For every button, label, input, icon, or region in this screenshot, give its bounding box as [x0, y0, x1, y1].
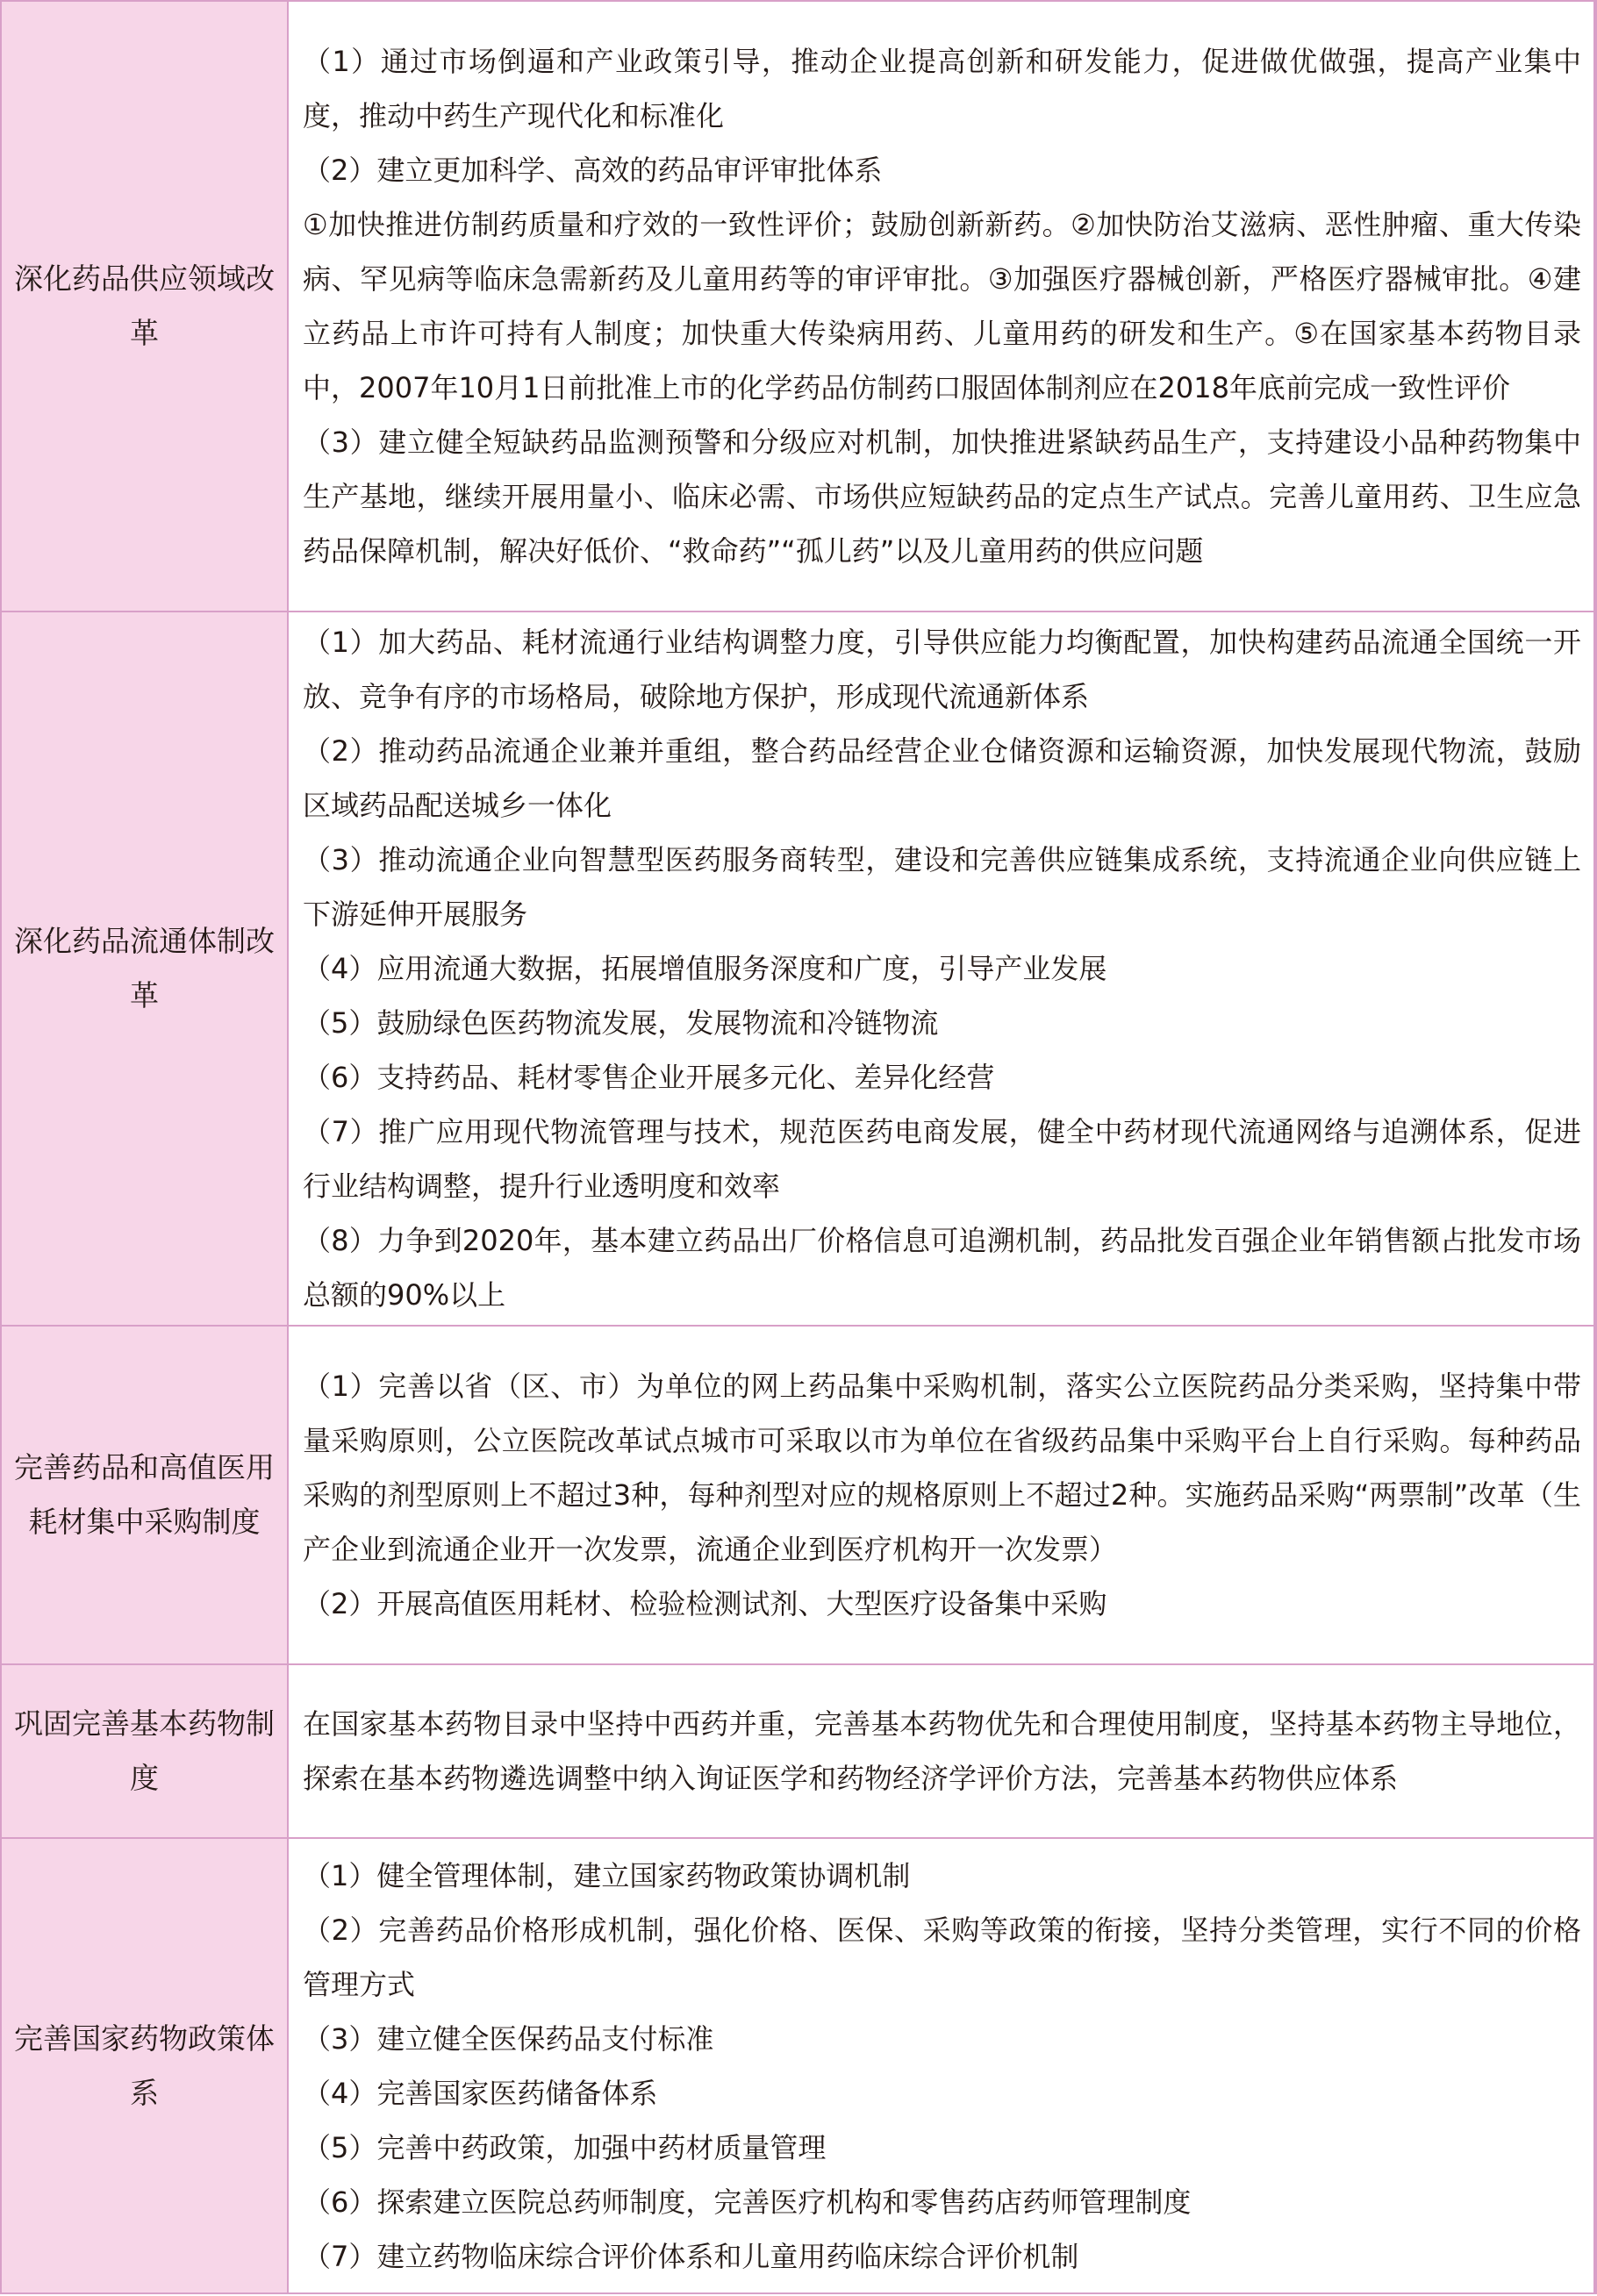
list-item: （1）加大药品、耗材流通行业结构调整力度，引导供应能力均衡配置，加快构建药品流通全国统一开放、竞争有序的市场格局，破除地方保护，形成现代流通新体系	[303, 626, 1581, 713]
list-item: （2）建立更加科学、高效的药品审评审批体系	[303, 154, 883, 187]
list-item: （3）建立健全短缺药品监测预警和分级应对机制，加快推进紧缺药品生产，支持建设小品种药物集中生产基地，继续开展用量小、临床必需、市场供应短缺药品的定点生产试点。完善儿童用药、卫生应急药品保障机制，解决好低价、“救命药”“孤儿药”以及儿童用药的供应问题	[303, 426, 1581, 568]
table-row	[1, 1326, 1596, 1664]
row-label-text: 深化药品供应领域改革	[14, 261, 275, 350]
row-label	[1, 1838, 288, 2293]
list-item: （3）建立健全医保药品支付标准	[303, 2021, 714, 2056]
list-item: （1）健全管理体制，建立国家药物政策协调机制	[303, 1858, 911, 1892]
row-content	[288, 1326, 1596, 1664]
list-item: （1）完善以省（区、市）为单位的网上药品集中采购机制，落实公立医院药品分类采购，坚持集中带量采购原则，公立医院改革试点城市可采取以市为单位在省级药品集中采购平台上自行采购。每种药品采购的剂型原则上不超过3种，每种剂型对应的规格原则上不超过2种。实施药品采购“两票制”改革（生产企业到流通企业开一次发票，流通企业到医疗机构开一次发票）	[303, 1370, 1581, 1566]
list-item: 在国家基本药物目录中坚持中西药并重，完善基本药物优先和合理使用制度，坚持基本药物主导地位，探索在基本药物遴选调整中纳入询证医学和药物经济学评价方法，完善基本药物供应体系	[303, 1707, 1581, 1795]
list-item: （6）探索建立医院总药师制度，完善医疗机构和零售药店药师管理制度	[303, 2185, 1192, 2219]
row-label-text: 完善国家药物政策体系	[14, 2021, 275, 2110]
row-content	[288, 1838, 1596, 2293]
list-item: （5）鼓励绿色医药物流发展，发展物流和冷链物流	[303, 1006, 939, 1040]
list-item: （5）完善中药政策，加强中药材质量管理	[303, 2130, 827, 2164]
table-row	[1, 1, 1596, 612]
list-item: （2）完善药品价格形成机制，强化价格、医保、采购等政策的衔接，坚持分类管理，实行不同的价格管理方式	[303, 1913, 1581, 2001]
table-row	[1, 612, 1596, 1326]
row-label	[1, 612, 288, 1326]
row-label	[1, 1664, 288, 1838]
list-item: （6）支持药品、耗材零售企业开展多元化、差异化经营	[303, 1061, 995, 1094]
list-item: （1）通过市场倒逼和产业政策引导，推动企业提高创新和研发能力，促进做优做强，提高产业集中度，推动中药生产现代化和标准化	[303, 45, 1581, 132]
list-item: （8）力争到2020年，基本建立药品出厂价格信息可追溯机制，药品批发百强企业年销售额占批发市场总额的90%以上	[303, 1224, 1581, 1312]
row-content	[288, 612, 1596, 1326]
table-row	[1, 1838, 1596, 2293]
row-label-text: 深化药品流通体制改革	[14, 924, 275, 1012]
table-row	[1, 1664, 1596, 1838]
list-item: （2）开展高值医用耗材、检验检测试剂、大型医疗设备集中采购	[303, 1587, 1107, 1620]
list-item: （7）推广应用现代物流管理与技术，规范医药电商发展，健全中药材现代流通网络与追溯体系，促进行业结构调整，提升行业透明度和效率	[303, 1115, 1581, 1203]
row-label	[1, 1326, 288, 1664]
row-content	[288, 1, 1596, 612]
list-item: （4）应用流通大数据，拓展增值服务深度和广度，引导产业发展	[303, 952, 1107, 985]
row-label-text: 巩固完善基本药物制度	[14, 1706, 275, 1795]
list-item: （3）推动流通企业向智慧型医药服务商转型，建设和完善供应链集成系统，支持流通企业向供应链上下游延伸开展服务	[303, 843, 1581, 931]
list-item: （2）推动药品流通企业兼并重组，整合药品经营企业仓储资源和运输资源，加快发展现代物流，鼓励区域药品配送城乡一体化	[303, 734, 1581, 822]
row-label-text: 完善药品和高值医用耗材集中采购制度	[14, 1450, 275, 1539]
list-item: ①加快推进仿制药质量和疗效的一致性评价；鼓励创新新药。②加快防治艾滋病、恶性肿瘤、重大传染病、罕见病等临床急需新药及儿童用药等的审评审批。③加强医疗器械创新，严格医疗器械审批。④建立药品上市许可持有人制度；加快重大传染病用药、儿童用药的研发和生产。⑤在国家基本药物目录中，2007年10月1日前批准上市的化学药品仿制药口服固体制剂应在2018年底前完成一致性评价	[303, 208, 1581, 404]
row-label	[1, 1, 288, 612]
list-item: （7）建立药物临床综合评价体系和儿童用药临床综合评价机制	[303, 2239, 1079, 2273]
row-content	[288, 1664, 1596, 1838]
list-item: （4）完善国家医药储备体系	[303, 2076, 658, 2110]
